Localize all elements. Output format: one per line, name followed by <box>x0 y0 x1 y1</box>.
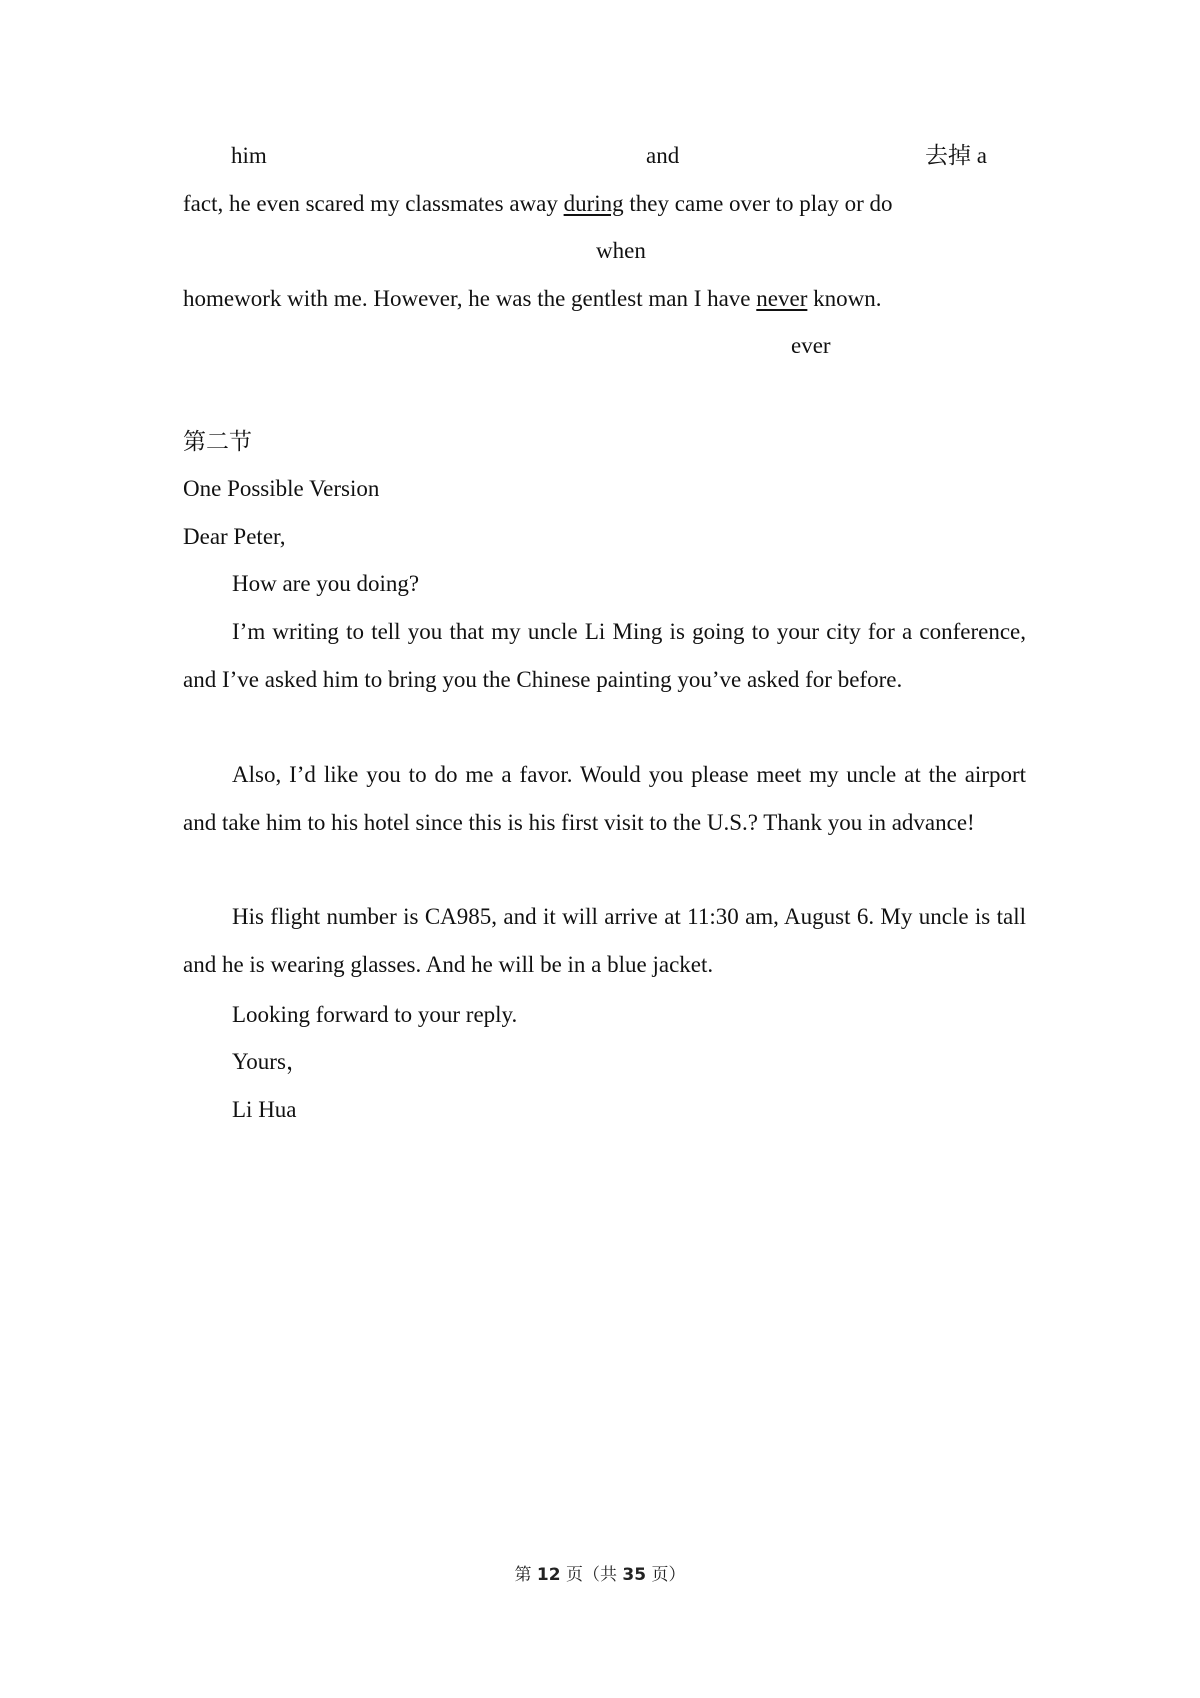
footer-total-pages: 35 <box>622 1565 647 1585</box>
letter-greeting: Dear Peter, <box>183 524 286 549</box>
letter-paragraph-5: Looking forward to your reply. <box>232 1002 518 1027</box>
section-heading: 第二节 <box>183 429 252 454</box>
letter-closing: Yours， <box>232 1049 309 1074</box>
line-2-before: fact, he even scared my classmates away <box>183 191 564 216</box>
version-title: One Possible Version <box>183 476 380 501</box>
correction-word-him: him <box>231 143 267 168</box>
letter-signature: Li Hua <box>232 1097 297 1122</box>
line-3-fix-word: ever <box>791 333 831 358</box>
line-2-fix-word: when <box>596 238 646 263</box>
line-3-after: known. <box>807 286 882 311</box>
correction-line-2 <box>183 190 893 218</box>
footer-suffix: 页） <box>646 1565 686 1585</box>
correction-line-3 <box>183 285 881 313</box>
correction-remove-a: 去掉 a <box>925 143 987 168</box>
footer-middle: 页（共 <box>560 1565 623 1585</box>
line-3-error-word: never <box>756 286 808 311</box>
letter-paragraph-1: How are you doing? <box>232 571 420 596</box>
correction-word-and: and <box>646 143 680 168</box>
letter-paragraph-3: Also, I’d like you to do me a favor. Would you please meet my uncle at the airport and take him to his hotel since this is his first visit to the U.S.? Thank you in advance! <box>183 762 1026 835</box>
page-footer <box>0 1560 1200 1585</box>
line-3-before: homework with me. However, he was the gentlest man I have <box>183 286 757 311</box>
line-2-error-word: during <box>563 191 624 216</box>
letter-paragraph-4: His flight number is CA985, and it will arrive at 11:30 am, August 6. My uncle is tall and he is wearing glasses. And he will be in a blue jacket. <box>183 904 1026 977</box>
footer-prefix: 第 <box>514 1565 537 1585</box>
letter-paragraph-2: I’m writing to tell you that my uncle Li Ming is going to your city for a conference, and I’ve asked him to bring you the Chinese painting you’ve asked for before. <box>183 619 1026 692</box>
footer-current-page: 12 <box>536 1565 561 1585</box>
line-2-after: they came over to play or do <box>623 191 893 216</box>
